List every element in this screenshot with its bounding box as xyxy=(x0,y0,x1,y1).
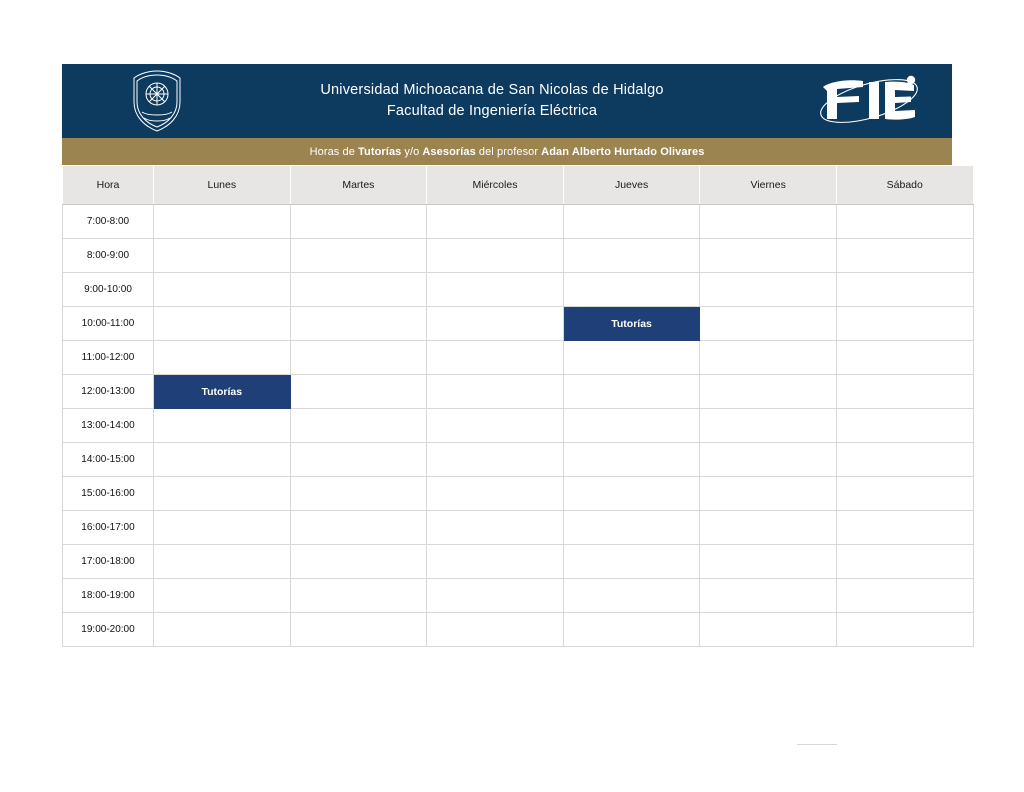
schedule-cell-miercoles[interactable] xyxy=(427,341,564,375)
schedule-cell-viernes[interactable] xyxy=(700,579,837,613)
schedule-cell-lunes[interactable] xyxy=(154,341,291,375)
university-name: Universidad Michoacana de San Nicolas de Hidalgo xyxy=(320,81,664,98)
schedule-cell-jueves[interactable] xyxy=(563,205,700,239)
schedule-cell-lunes[interactable] xyxy=(154,307,291,341)
schedule-cell-jueves[interactable] xyxy=(563,613,700,647)
schedule-cell-viernes[interactable] xyxy=(700,239,837,273)
schedule-cell-martes[interactable] xyxy=(290,579,427,613)
schedule-cell-miercoles[interactable] xyxy=(427,375,564,409)
time-slot-label: 13:00-14:00 xyxy=(63,409,154,443)
table-row xyxy=(63,341,974,375)
faculty-name: Facultad de Ingeniería Eléctrica xyxy=(386,103,598,119)
schedule-cell-martes[interactable] xyxy=(290,613,427,647)
column-header-lunes: Lunes xyxy=(154,166,291,205)
schedule-cell-martes[interactable] xyxy=(290,545,427,579)
schedule-cell-viernes[interactable] xyxy=(700,341,837,375)
table-body xyxy=(63,205,974,647)
schedule-cell-miercoles[interactable] xyxy=(427,273,564,307)
table-row xyxy=(63,443,974,477)
professor-name: Adan Alberto Hurtado Olivares xyxy=(541,145,705,158)
fie-logo-icon xyxy=(812,70,922,132)
schedule-cell-miercoles[interactable] xyxy=(427,443,564,477)
subtitle-prefix: Horas de xyxy=(309,145,355,158)
schedule-cell-viernes[interactable] xyxy=(700,307,837,341)
table-row xyxy=(63,205,974,239)
schedule-cell-miercoles[interactable] xyxy=(427,409,564,443)
schedule-cell-jueves[interactable] xyxy=(563,511,700,545)
schedule-table xyxy=(62,165,974,647)
page-artifact-line xyxy=(797,744,837,745)
schedule-cell-jueves[interactable] xyxy=(563,579,700,613)
schedule-cell-jueves[interactable] xyxy=(563,239,700,273)
table-row xyxy=(63,273,974,307)
table-row xyxy=(63,239,974,273)
schedule-cell-lunes[interactable] xyxy=(154,443,291,477)
schedule-cell-busy-lunes[interactable]: Tutorías xyxy=(154,375,291,409)
time-slot-label: 9:00-10:00 xyxy=(63,273,154,307)
time-slot-label: 19:00-20:00 xyxy=(63,613,154,647)
time-slot-label: 12:00-13:00 xyxy=(63,375,154,409)
schedule-cell-miercoles[interactable] xyxy=(427,205,564,239)
schedule-cell-martes[interactable] xyxy=(290,443,427,477)
schedule-cell-martes[interactable] xyxy=(290,477,427,511)
schedule-cell-sabado[interactable] xyxy=(836,545,973,579)
schedule-cell-lunes[interactable] xyxy=(154,477,291,511)
column-header-sabado: Sábado xyxy=(836,166,973,205)
tutoring-schedule xyxy=(62,64,952,647)
schedule-cell-jueves[interactable] xyxy=(563,273,700,307)
schedule-cell-sabado[interactable] xyxy=(836,409,973,443)
schedule-cell-martes[interactable] xyxy=(290,273,427,307)
schedule-cell-viernes[interactable] xyxy=(700,409,837,443)
schedule-cell-miercoles[interactable] xyxy=(427,579,564,613)
schedule-cell-sabado[interactable] xyxy=(836,477,973,511)
schedule-cell-sabado[interactable] xyxy=(836,341,973,375)
schedule-cell-sabado[interactable] xyxy=(836,239,973,273)
schedule-cell-busy-jueves[interactable]: Tutorías xyxy=(563,307,700,341)
table-row xyxy=(63,477,974,511)
time-slot-label: 17:00-18:00 xyxy=(63,545,154,579)
time-slot-label: 14:00-15:00 xyxy=(63,443,154,477)
table-row xyxy=(63,511,974,545)
schedule-cell-sabado[interactable] xyxy=(836,443,973,477)
subtitle-bold-asesorias: Asesorías xyxy=(422,145,476,158)
subtitle-suffix: del profesor xyxy=(478,145,539,158)
header-titles xyxy=(172,80,812,122)
schedule-cell-martes[interactable] xyxy=(290,239,427,273)
time-slot-label: 10:00-11:00 xyxy=(63,307,154,341)
schedule-cell-sabado[interactable] xyxy=(836,579,973,613)
table-row xyxy=(63,579,974,613)
schedule-cell-jueves[interactable] xyxy=(563,409,700,443)
table-row xyxy=(63,545,974,579)
schedule-cell-jueves[interactable] xyxy=(563,341,700,375)
schedule-cell-sabado[interactable] xyxy=(836,511,973,545)
time-slot-label: 16:00-17:00 xyxy=(63,511,154,545)
schedule-cell-sabado[interactable] xyxy=(836,375,973,409)
subtitle-middle: y/o xyxy=(404,145,420,158)
schedule-cell-sabado[interactable] xyxy=(836,273,973,307)
schedule-cell-viernes[interactable] xyxy=(700,511,837,545)
schedule-cell-martes[interactable] xyxy=(290,375,427,409)
schedule-cell-lunes[interactable] xyxy=(154,409,291,443)
time-slot-label: 11:00-12:00 xyxy=(63,341,154,375)
table-row xyxy=(63,613,974,647)
schedule-cell-lunes[interactable] xyxy=(154,613,291,647)
column-header-jueves: Jueves xyxy=(563,166,700,205)
schedule-cell-martes[interactable] xyxy=(290,511,427,545)
subtitle-band xyxy=(62,138,952,165)
schedule-cell-sabado[interactable] xyxy=(836,613,973,647)
schedule-cell-viernes[interactable] xyxy=(700,443,837,477)
schedule-cell-lunes[interactable] xyxy=(154,511,291,545)
schedule-cell-jueves[interactable] xyxy=(563,477,700,511)
schedule-cell-miercoles[interactable] xyxy=(427,307,564,341)
schedule-cell-viernes[interactable] xyxy=(700,273,837,307)
schedule-cell-miercoles[interactable] xyxy=(427,477,564,511)
schedule-cell-martes[interactable] xyxy=(290,307,427,341)
schedule-cell-miercoles[interactable] xyxy=(427,545,564,579)
schedule-cell-viernes[interactable] xyxy=(700,477,837,511)
schedule-cell-lunes[interactable] xyxy=(154,273,291,307)
schedule-cell-martes[interactable] xyxy=(290,205,427,239)
schedule-cell-lunes[interactable] xyxy=(154,579,291,613)
schedule-cell-martes[interactable] xyxy=(290,341,427,375)
schedule-cell-miercoles[interactable] xyxy=(427,511,564,545)
schedule-cell-martes[interactable] xyxy=(290,409,427,443)
schedule-cell-jueves[interactable] xyxy=(563,375,700,409)
schedule-cell-lunes[interactable] xyxy=(154,205,291,239)
schedule-cell-viernes[interactable] xyxy=(700,613,837,647)
schedule-cell-sabado[interactable] xyxy=(836,307,973,341)
schedule-cell-miercoles[interactable] xyxy=(427,613,564,647)
time-slot-label: 15:00-16:00 xyxy=(63,477,154,511)
time-slot-label: 18:00-19:00 xyxy=(63,579,154,613)
subtitle-bold-tutorias: Tutorías xyxy=(358,145,402,158)
schedule-cell-viernes[interactable] xyxy=(700,205,837,239)
schedule-cell-viernes[interactable] xyxy=(700,375,837,409)
schedule-cell-lunes[interactable] xyxy=(154,545,291,579)
time-slot-label: 7:00-8:00 xyxy=(63,205,154,239)
column-header-viernes: Viernes xyxy=(700,166,837,205)
table-row xyxy=(63,307,974,341)
schedule-cell-viernes[interactable] xyxy=(700,545,837,579)
schedule-cell-miercoles[interactable] xyxy=(427,239,564,273)
schedule-cell-jueves[interactable] xyxy=(563,545,700,579)
column-header-miercoles: Miércoles xyxy=(427,166,564,205)
table-row xyxy=(63,409,974,443)
column-header-martes: Martes xyxy=(290,166,427,205)
document-header xyxy=(62,64,952,138)
column-header-hora: Hora xyxy=(63,166,154,205)
schedule-cell-sabado[interactable] xyxy=(836,205,973,239)
time-slot-label: 8:00-9:00 xyxy=(63,239,154,273)
schedule-cell-lunes[interactable] xyxy=(154,239,291,273)
schedule-cell-jueves[interactable] xyxy=(563,443,700,477)
table-header-row xyxy=(63,166,974,205)
table-row xyxy=(63,375,974,409)
